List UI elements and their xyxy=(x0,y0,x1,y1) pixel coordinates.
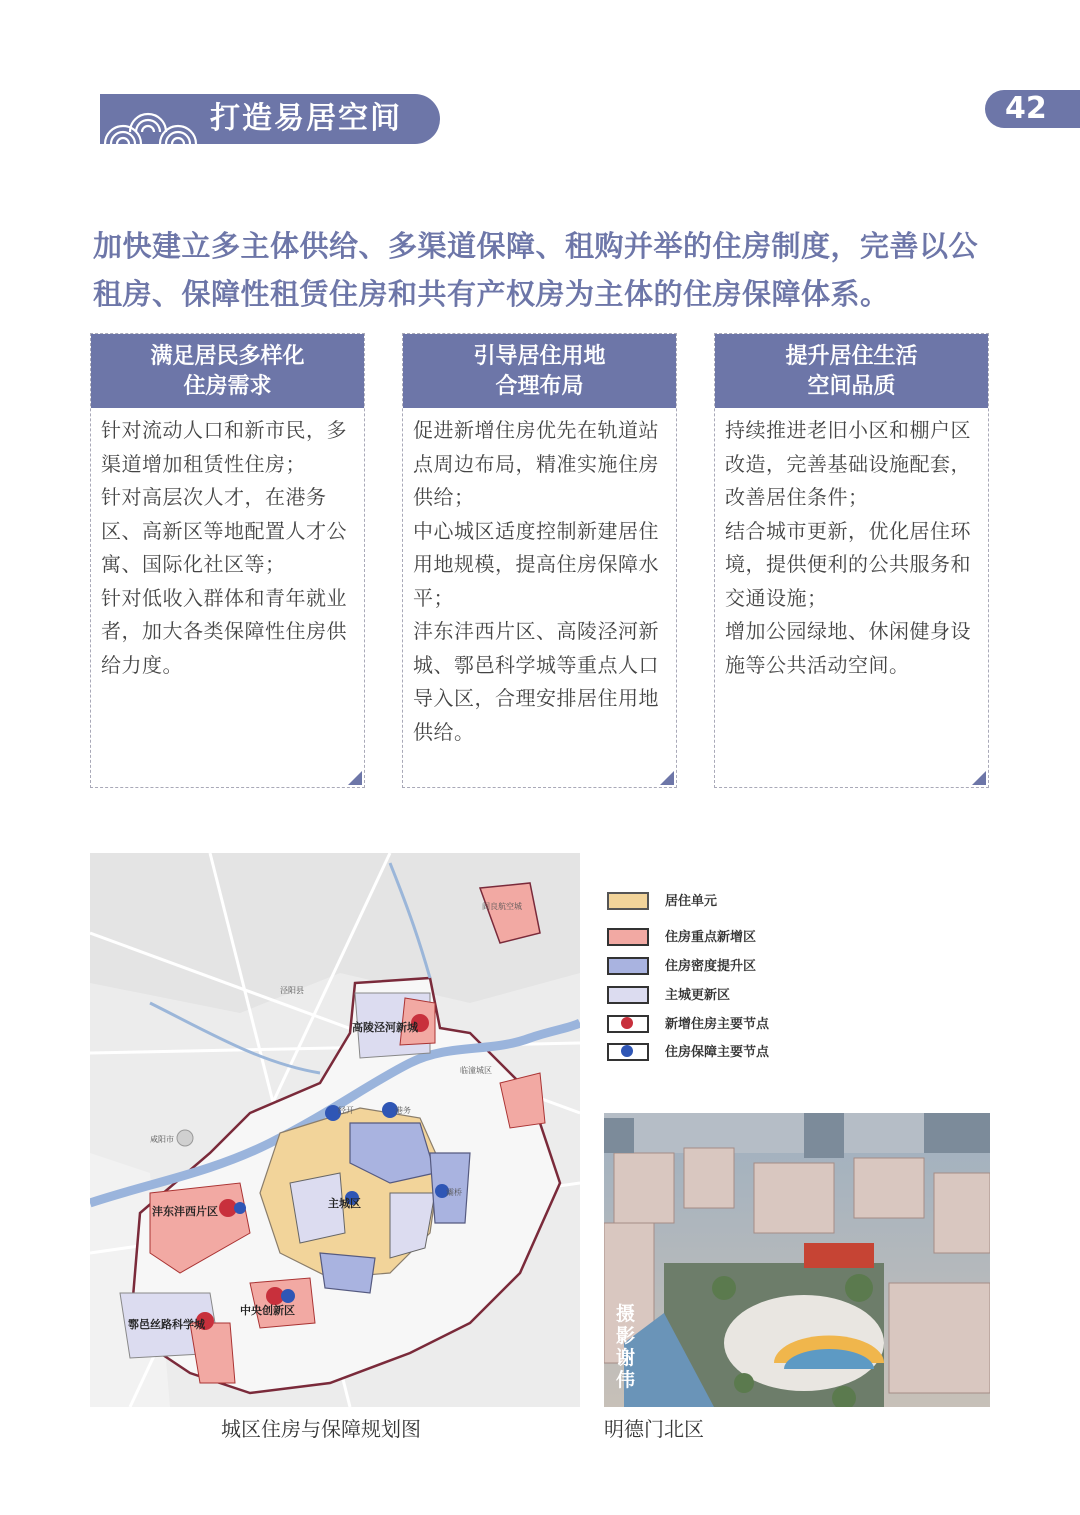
card-land-layout xyxy=(402,333,677,788)
card-title-line: 合理布局 xyxy=(495,374,584,399)
map-caption: 城区住房与保障规划图 xyxy=(221,1417,421,1441)
card-paragraph: 持续推进老旧小区和棚户区改造，完善基础设施配套，改善居住条件； xyxy=(725,418,971,509)
map-label-zhucheng: 主城区 xyxy=(328,1197,361,1210)
card-title-line: 引导居住用地 xyxy=(473,344,606,369)
card-title-line: 提升居住生活 xyxy=(785,344,918,369)
headline-text: 加快建立多主体供给、多渠道保障、租购并举的住房制度，完善以公租房、保障性租赁住房和共有产权房为主体的住房保障体系。 xyxy=(93,229,979,311)
card-title-line: 满足居民多样化 xyxy=(150,344,305,369)
card-title xyxy=(403,334,676,408)
legend-swatch xyxy=(607,957,649,975)
legend-label: 新增住房主要节点 xyxy=(665,1017,770,1032)
card-paragraph: 中心城区适度控制新建居住用地规模，提高住房保障水平； xyxy=(413,518,659,610)
card-paragraph: 针对低收入群体和青年就业者，加大各类保障性住房供给力度。 xyxy=(101,585,347,677)
map-label-gangwu: 港务 xyxy=(395,1106,411,1115)
legend-item xyxy=(607,1015,807,1037)
map-label-xianyang: 咸阳市 xyxy=(150,1135,174,1144)
map-label-huyi: 鄠邑丝路科学城 xyxy=(128,1318,205,1331)
card-title xyxy=(91,334,364,408)
legend-label: 居住单元 xyxy=(665,894,718,909)
map-label-jingyang: 泾阳县 xyxy=(280,986,304,995)
card-title xyxy=(715,334,988,408)
legend-item xyxy=(607,986,807,1008)
map-label-lintong: 临潼城区 xyxy=(460,1066,492,1075)
card-body xyxy=(91,408,364,682)
photo-caption: 明德门北区 xyxy=(604,1417,704,1441)
card-title-line: 住房需求 xyxy=(183,374,272,399)
card-body xyxy=(715,408,988,682)
card-paragraph: 针对高层次人才，在港务区、高新区等地配置人才公寓、国际化社区等； xyxy=(101,485,347,576)
legend-item xyxy=(607,928,807,950)
map-label-hangkong: 阎良航空城 xyxy=(482,902,522,911)
map-label-jingkai: 经开 xyxy=(338,1106,354,1115)
page-number: 42 xyxy=(985,90,1080,128)
legend-item xyxy=(607,957,807,979)
card-paragraph: 促进新增住房优先在轨道站点周边布局，精准实施住房供给； xyxy=(413,418,659,509)
card-paragraph: 沣东沣西片区、高陵泾河新城、鄠邑科学城等重点人口导入区，合理安排居住用地供给。 xyxy=(413,619,659,744)
legend-label: 主城更新区 xyxy=(665,988,731,1003)
legend-swatch xyxy=(607,892,649,910)
blue-node-icon xyxy=(621,1045,633,1057)
corner-triangle-icon xyxy=(348,771,362,785)
section-banner xyxy=(100,94,440,144)
wave-pattern-icon xyxy=(100,94,210,144)
legend-label: 住房重点新增区 xyxy=(665,930,757,945)
map-label-zhongyang: 中央创新区 xyxy=(240,1304,295,1317)
card-paragraph: 针对流动人口和新市民，多渠道增加租赁性住房； xyxy=(101,418,347,476)
legend-swatch xyxy=(607,986,649,1004)
corner-triangle-icon xyxy=(972,771,986,785)
section-title: 打造易居空间 xyxy=(210,101,402,136)
legend-swatch xyxy=(607,928,649,946)
legend-item xyxy=(607,892,807,914)
photo-credit: 摄影 谢伟 xyxy=(616,1303,636,1391)
map-label-baqiao: 灞桥 xyxy=(446,1188,462,1197)
map-label-fengdong: 沣东沣西片区 xyxy=(152,1205,218,1218)
aerial-photo xyxy=(604,1113,990,1407)
card-living-quality xyxy=(714,333,989,788)
card-paragraph: 结合城市更新，优化居住环境，提供便利的公共服务和交通设施； xyxy=(725,518,971,610)
housing-plan-map xyxy=(90,853,580,1407)
card-paragraph: 增加公园绿地、休闲健身设施等公共活动空间。 xyxy=(725,619,971,677)
card-title-line: 空间品质 xyxy=(807,374,896,399)
corner-triangle-icon xyxy=(660,771,674,785)
legend-label: 住房密度提升区 xyxy=(665,959,757,974)
red-node-icon xyxy=(621,1017,633,1029)
card-diverse-housing xyxy=(90,333,365,788)
legend-item xyxy=(607,1043,807,1065)
aerial-photo-graphic xyxy=(604,1113,990,1407)
map-label-gaoling: 高陵泾河新城 xyxy=(352,1021,418,1034)
card-body xyxy=(403,408,676,749)
legend-label: 住房保障主要节点 xyxy=(665,1045,770,1060)
